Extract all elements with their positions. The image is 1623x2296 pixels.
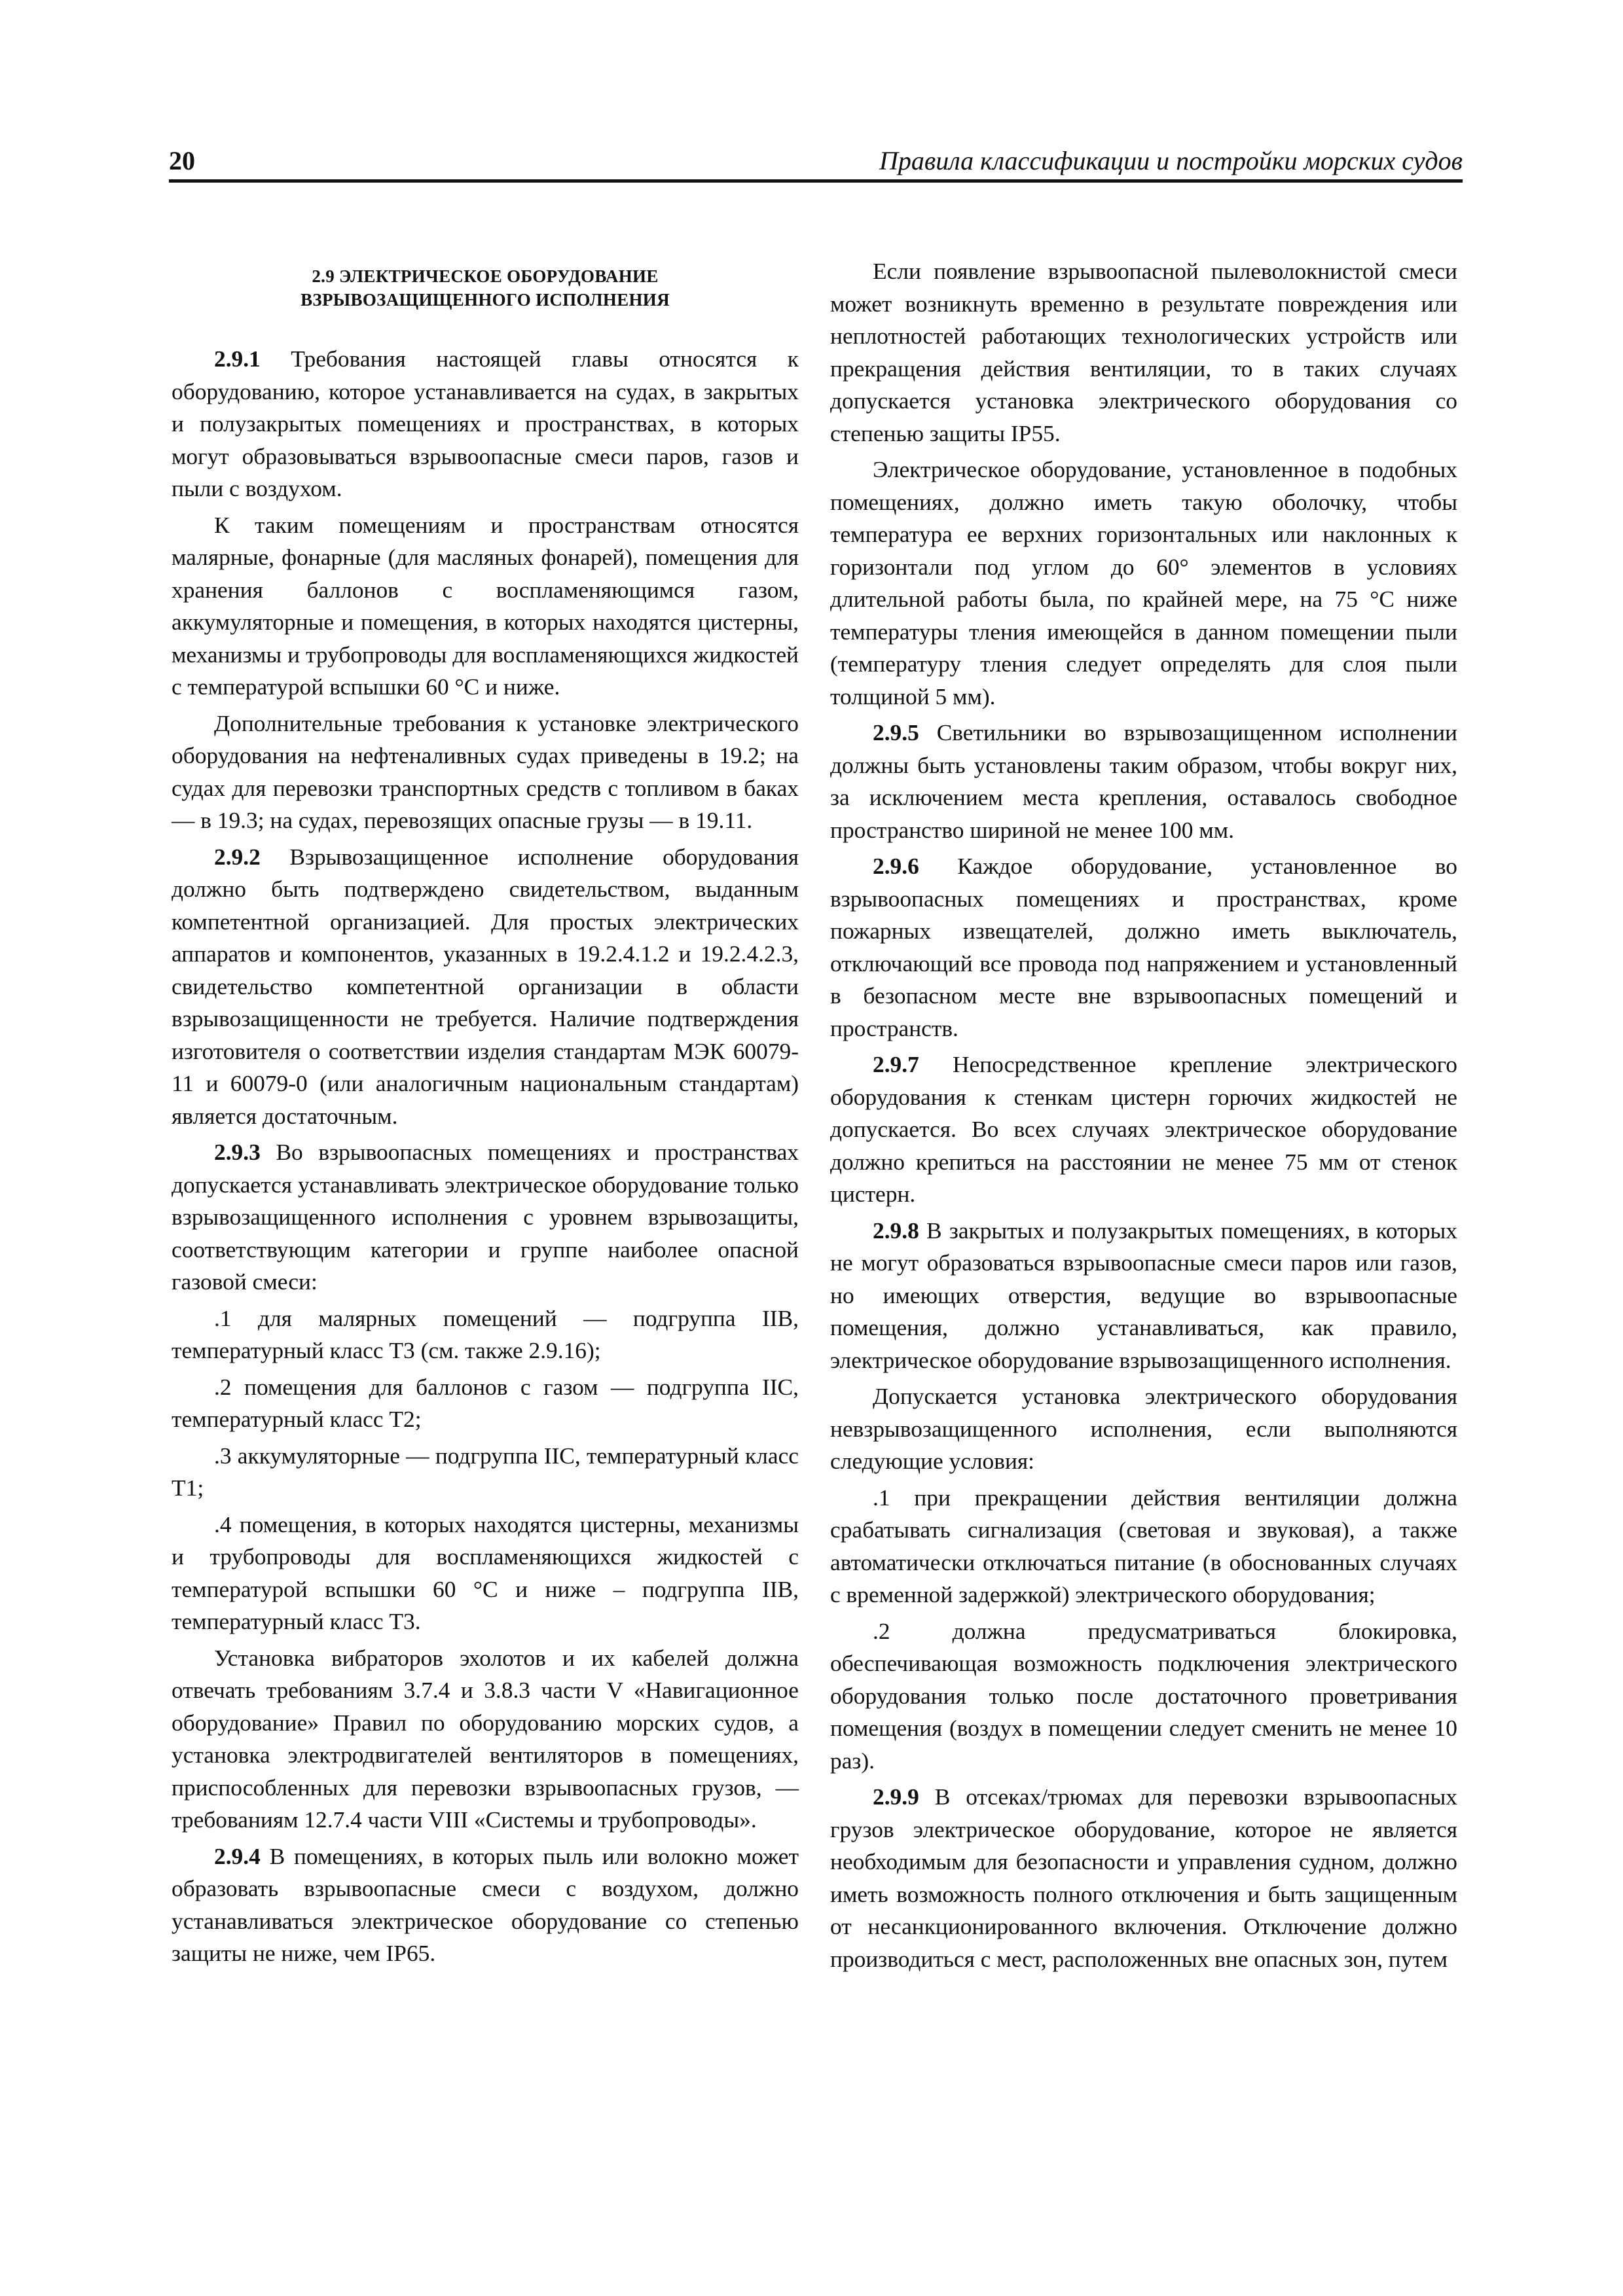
paragraph [172, 1136, 799, 1299]
page-number: 20 [169, 146, 195, 175]
section-title-line-2: ВЗРЫВОЗАЩИЩЕННОГО ИСПОЛНЕНИЯ [301, 290, 670, 310]
list-item: .3 аккумуляторные — подгруппа IIC, температурный класс Т1; [172, 1442, 799, 1501]
clause-number: 2.9.7 [873, 1051, 919, 1077]
paragraph-text: Требования настоящей главы относятся к оборудованию, которое устанавливается на судах, в закрытых и полузакрытых помещениях и пространствах, в которых могут образовываться взрывоопасные смеси паров, газов и пыли с воздухом. [172, 346, 799, 501]
clause-number: 2.9.3 [214, 1139, 261, 1165]
clause-number: 2.9.9 [873, 1784, 919, 1810]
paragraph: Если появление взрывоопасной пылеволокнистой смеси может возникнуть временно в результате повреждения или неплотностей работающих технологических устройств или прекращения действия вентиляции, то в таких случаях допускается установка электрического оборудования со степенью защиты IP55. [830, 258, 1457, 446]
paragraph: Установка вибраторов эхолотов и их кабелей должна отвечать требованиям 3.7.4 и 3.8.3 части V «Навигационное оборудование» Правил по оборудованию морских судов, а установка электродвигателей вентиляторов в помещениях, приспособленных для перевозки взрывоопасных грузов, — требованиям 12.7.4 части VIII «Системы и трубопроводы». [172, 1644, 799, 1833]
header-rule [169, 179, 1463, 183]
paragraph-text: Непосредственное крепление электрического оборудования к стенкам цистерн горючих жидкостей не допускается. Во всех случаях электрическое оборудование должно крепиться на расстоянии не менее 75 мм от стенок цистерн. [830, 1051, 1457, 1207]
left-column [172, 255, 799, 1974]
paragraph [830, 1781, 1457, 1975]
clause-number: 2.9.1 [214, 346, 261, 372]
paragraph [830, 717, 1457, 846]
page-header [169, 144, 1463, 178]
clause-number: 2.9.2 [214, 843, 261, 870]
paragraph-text: Во взрывоопасных помещениях и пространствах допускается устанавливать электрическое оборудование только взрывозащищенного исполнения с уровнем взрывозащиты, соответствующим категории и группе наиболее опасной газовой смеси: [172, 1139, 799, 1295]
paragraph [172, 343, 799, 505]
paragraph-text: В отсеках/трюмах для перевозки взрывоопасных грузов электрическое оборудование, которое не является необходимым для безопасности и управления судном, должно иметь возможность полного отключения и быть защищенным от несанкционированного включения. Отключение должно производиться с мест, расположенных вне опасных зон, путем [830, 1784, 1457, 1972]
clause-number: 2.9.6 [873, 853, 919, 879]
paragraph [172, 509, 799, 704]
paragraph-text: Каждое оборудование, установленное во взрывоопасных помещениях и пространствах, кроме пожарных извещателей, должно иметь выключатель, отключающий все провода под напряжением и установленный в безопасном месте вне взрывоопасных помещений и пространств. [830, 853, 1457, 1041]
paragraph-text: Светильники во взрывозащищенном исполнении должны быть установлены таким образом, чтобы вокруг них, за исключением места крепления, оставалось свободное пространство шириной не менее 100 мм. [830, 719, 1457, 843]
list-item: .1 при прекращении действия вентиляции должна срабатывать сигнализация (световая и звуковая), а также автоматически отключаться питание (в обоснованных случаях с временной задержкой) электрического оборудования; [830, 1484, 1457, 1607]
list-item: .4 помещения, в которых находятся цистерны, механизмы и трубопроводы для воспламеняющихся жидкостей с температурой вспышки 60 °C и ниже – подгруппа IIB, температурный класс Т3. [172, 1511, 799, 1634]
paragraph-text: В помещениях, в которых пыль или волокно может образовать взрывоопасные смеси с воздухом, должно устанавливаться электрическое оборудование со степенью защиты не ниже, чем IP65. [172, 1842, 799, 1966]
paragraph-text: Взрывозащищенное исполнение оборудования должно быть подтверждено свидетельством, выданным компетентной организацией. Для простых электрических аппаратов и компонентов, указанных в 19.2.4.1.2 и 19.2.4.2.3, свидетельство компетентной организации в области взрывозащищенности не требуется. Наличие подтверждения изготовителя о соответствии изделия стандартам МЭК 60079-11 и 60079-0 (или аналогичным национальным стандартам) является достаточным. [172, 843, 799, 1129]
paragraph [830, 1049, 1457, 1211]
paragraph-text: Дополнительные требования к установке электрического оборудования на нефтеналивных судах приведены в 19.2; на судах для перевозки транспортных средств с топливом в баках — в 19.3; на судах, перевозящих опасные грузы — в 19.11. [172, 709, 799, 833]
paragraph-text: В закрытых и полузакрытых помещениях, в которых не могут образоваться взрывоопасные смеси паров или газов, но имеющих отверстия, ведущие во взрывоопасные помещения, должно устанавливаться, как правило, электрическое оборудование взрывозащищенного исполнения. [830, 1217, 1457, 1373]
paragraph [172, 1840, 799, 1970]
clause-number: 2.9.8 [873, 1217, 919, 1244]
paragraph: Электрическое оборудование, установленное в подобных помещениях, должно иметь такую оболочку, чтобы температура ее верхних горизонтальных или наклонных к горизонтали под углом до 60° элементов в условиях длительной работы была, по крайней мере, на 75 °C ниже температуры тления имеющейся в данном помещении пыли (температуру тления следует определять для слоя пыли толщиной 5 мм). [830, 456, 1457, 709]
clause-number: 2.9.4 [214, 1842, 261, 1869]
list-item: .2 помещения для баллонов с газом — подгруппа IIC, температурный класс Т2; [172, 1373, 799, 1432]
paragraph: Допускается установка электрического оборудования невзрывозащищенного исполнения, если выполняются следующие условия: [830, 1383, 1457, 1474]
section-title [172, 264, 799, 312]
list-item: .2 должна предусматриваться блокировка, обеспечивающая возможность подключения электрического оборудования только после достаточного проветривания помещения (воздух в помещении следует сменить не менее 10 раз). [830, 1617, 1457, 1774]
right-column [830, 255, 1457, 1979]
paragraph [830, 850, 1457, 1045]
paragraph [830, 1215, 1457, 1377]
list-item: .1 для малярных помещений — подгруппа IIB, температурный класс Т3 (см. также 2.9.16); [172, 1304, 799, 1363]
section-title-line-1: 2.9 ЭЛЕКТРИЧЕСКОЕ ОБОРУДОВАНИЕ [312, 266, 659, 286]
paragraph [172, 708, 799, 837]
running-title: Правила классификации и постройки морских судов [879, 146, 1463, 175]
paragraph-text: К таким помещениям и пространствам относятся малярные, фонарные (для масляных фонарей), помещения для хранения баллонов с воспламеняющимся газом, аккумуляторные и помещения, в которых находятся цистерны, механизмы и трубопроводы для воспламеняющихся жидкостей с температурой вспышки 60 °C и ниже. [172, 511, 799, 700]
paragraph [172, 841, 799, 1133]
clause-number: 2.9.5 [873, 719, 919, 745]
